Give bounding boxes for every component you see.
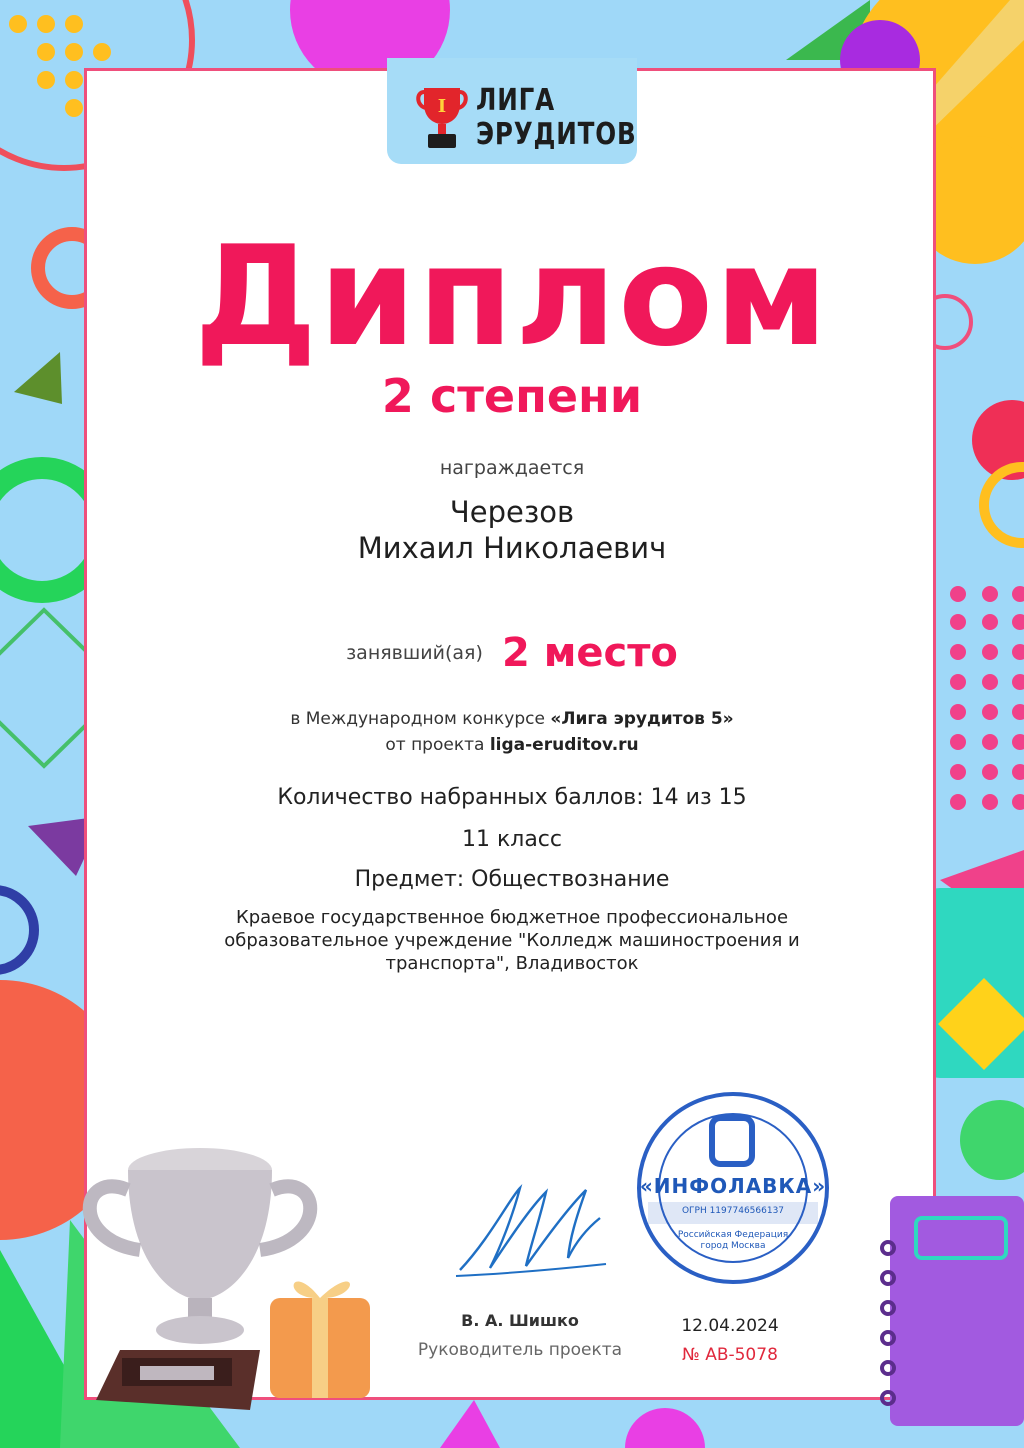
stamp-city-line-1: Российская Федерация [677,1230,789,1240]
logo-line-2: ЭРУДИТОВ [476,117,637,152]
score-line: Количество набранных баллов: 14 из 15 [277,785,747,810]
project-prefix: от проекта [385,735,485,755]
subject-line: Предмет: Обществознание [354,867,670,892]
trophy-logo-icon [416,84,468,150]
recipient-first-patronymic: Михаил Николаевич [357,531,667,565]
grade-line: 11 класс [461,827,562,852]
logo-text [476,84,637,152]
recipient-name [0,494,1024,566]
logo-line-1: ЛИГА [476,83,556,118]
institution-line: Краевое государственное бюджетное профессиональное образовательное учреждение "Колледж машиностроения и транспорта", Владивосток [224,907,800,974]
project-site: liga-eruditov.ru [489,735,639,755]
issue-date: 12.04.2024 [681,1316,779,1336]
contest-info [0,706,1024,758]
stamp-brand: «ИНФОЛАВКА» [639,1174,827,1198]
place-label: занявший(ая) [346,642,483,664]
notebook-illustration [876,1188,1024,1448]
trophy-illustration [60,1130,390,1420]
svg-text:I: I [437,96,447,117]
contest-name: «Лига эрудитов 5» [550,709,734,729]
stamp-ogrn: ОГРН 1197746566137 [681,1206,785,1216]
company-stamp [628,1088,838,1288]
diploma-number: № АВ-5078 [682,1345,778,1365]
diploma-title: Диплом [194,216,830,377]
signer-name: В. А. Шишко [461,1311,579,1330]
contest-prefix: в Международном конкурсе [290,709,545,729]
diploma-degree: 2 степени [381,369,643,423]
recipient-surname: Черезов [449,495,575,529]
signer-role: Руководитель проекта [417,1340,623,1360]
stamp-city [628,1230,838,1252]
stamp-city-line-2: город Москва [700,1241,766,1251]
awarded-label: награждается [439,457,585,479]
place-value: 2 место [501,630,678,676]
place-row [0,630,1024,676]
signature-image [450,1178,610,1288]
